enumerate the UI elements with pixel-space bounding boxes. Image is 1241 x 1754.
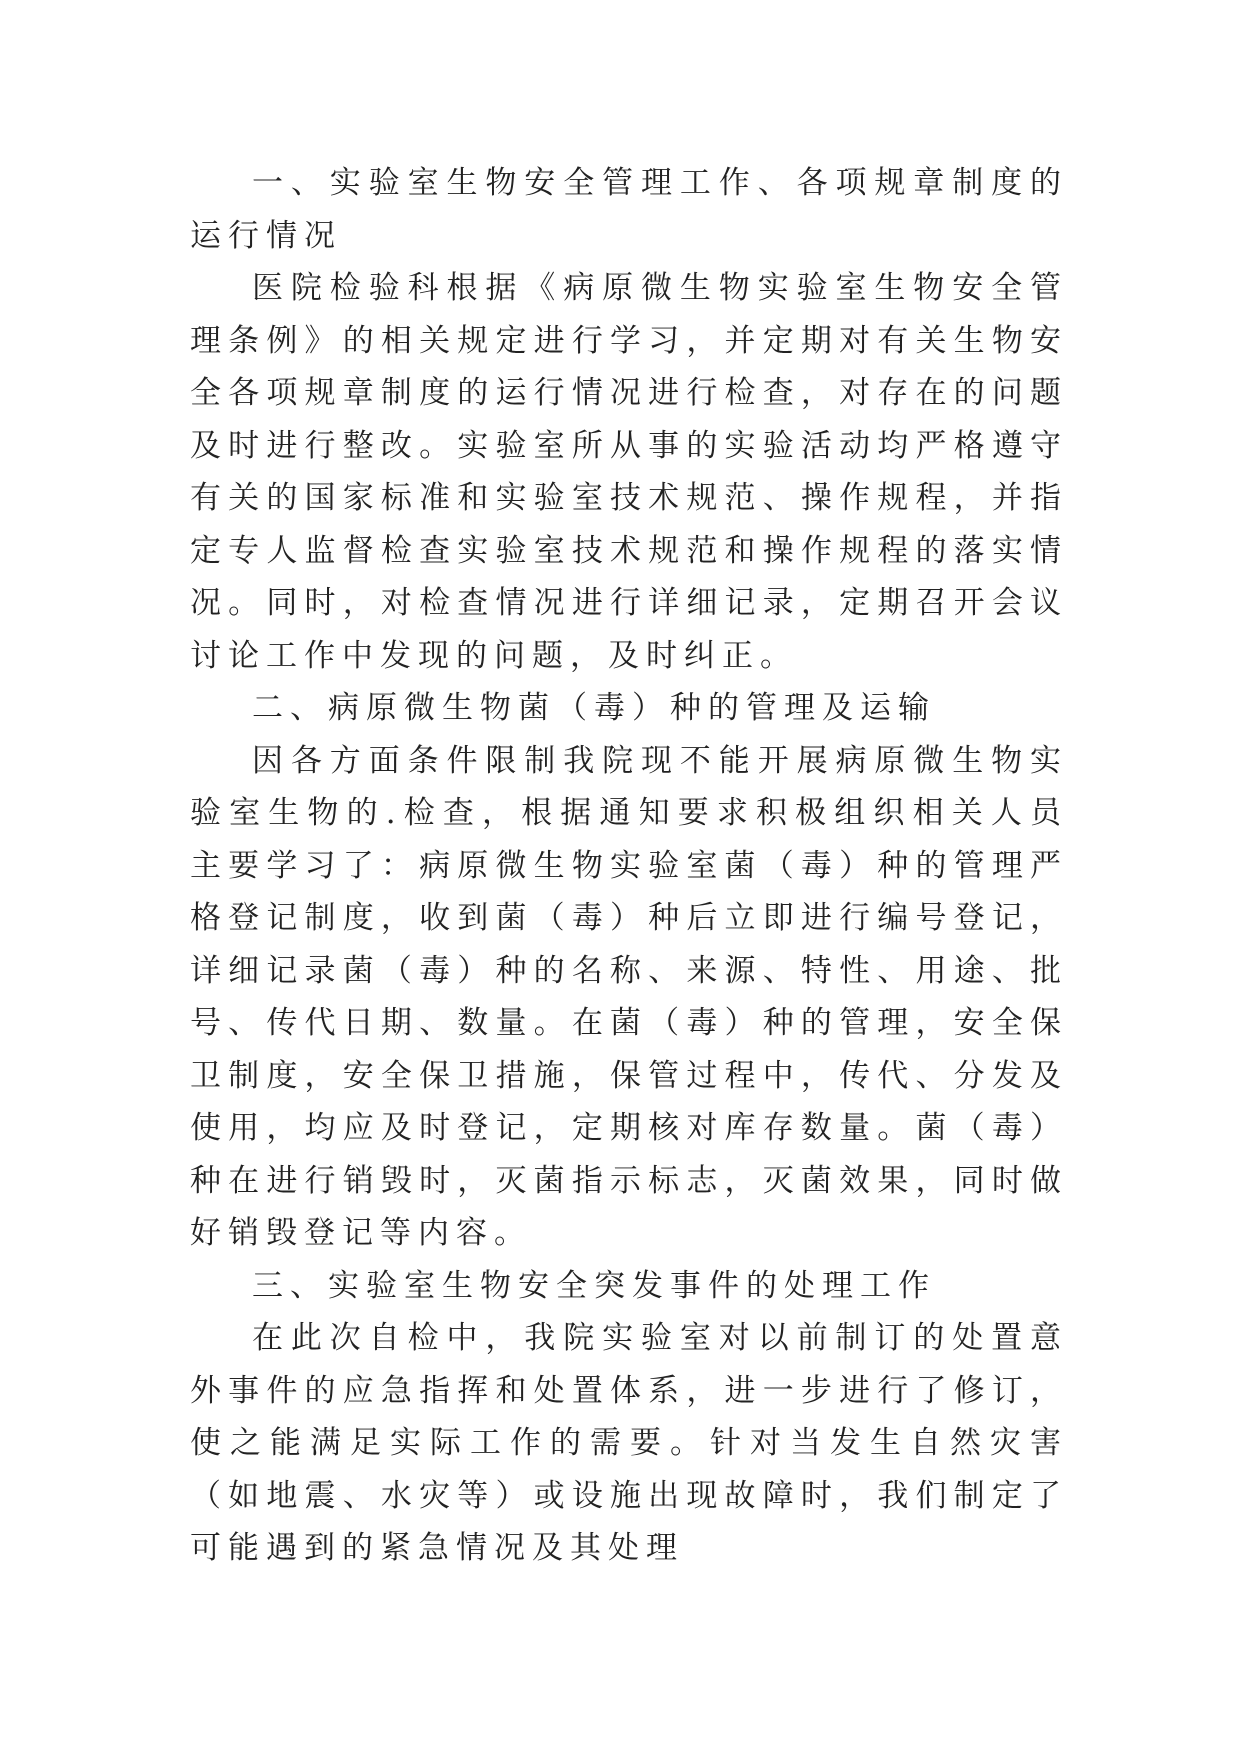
body-paragraph-3: 在此次自检中，我院实验室对以前制订的处置意外事件的应急指挥和处置体系，进一步进行了修订，使之能满足实际工作的需要。针对当发生自然灾害（如地震、水灾等）或设施出现故障时，我们制定了可能遇到的紧急情况及其处理 bbox=[190, 1320, 1068, 1566]
section-heading-3: 三、实验室生物安全突发事件的处理工作 bbox=[252, 1267, 936, 1304]
document-body bbox=[190, 157, 1068, 1575]
section-heading-2: 二、病原微生物菌（毒）种的管理及运输 bbox=[252, 690, 936, 726]
section-heading-1: 一、实验室生物安全管理工作、各项规章制度的运行情况 bbox=[190, 165, 1068, 254]
body-paragraph-2: 因各方面条件限制我院现不能开展病原微生物实验室生物的.检查，根据通知要求积极组织相关人员主要学习了：病原微生物实验室菌（毒）种的管理严格登记制度，收到菌（毒）种后立即进行编号登记，详细记录菌（毒）种的名称、来源、特性、用途、批号、传代日期、数量。在菌（毒）种的管理，安全保卫制度，安全保卫措施，保管过程中，传代、分发及使用，均应及时登记，定期核对库存数量。菌（毒）种在进行销毁时，灭菌指示标志，灭菌效果，同时做好销毁登记等内容。 bbox=[190, 742, 1068, 1251]
body-paragraph-1: 医院检验科根据《病原微生物实验室生物安全管理条例》的相关规定进行学习，并定期对有关生物安全各项规章制度的运行情况进行检查，对存在的问题及时进行整改。实验室所从事的实验活动均严格遵守有关的国家标准和实验室技术规范、操作规程，并指定专人监督检查实验室技术规范和操作规程的落实情况。同时，对检查情况进行详细记录，定期召开会议讨论工作中发现的问题，及时纠正。 bbox=[190, 270, 1068, 674]
